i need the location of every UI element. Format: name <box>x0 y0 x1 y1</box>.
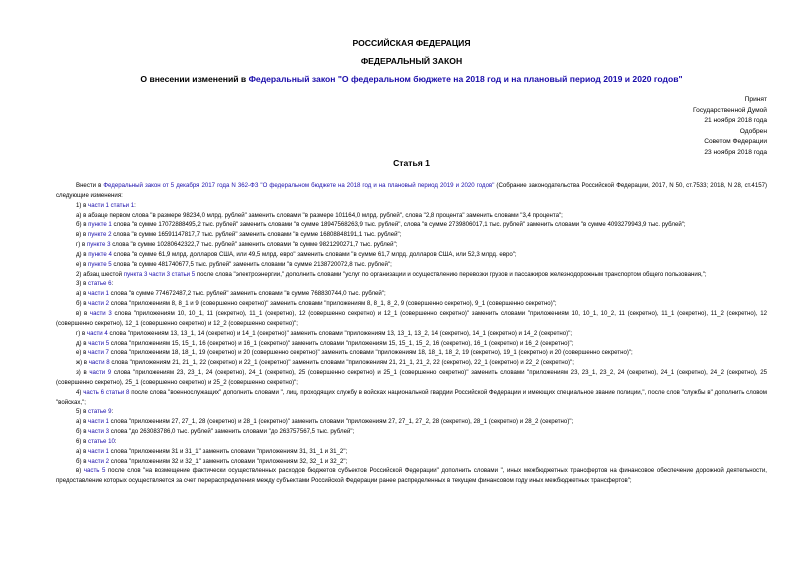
paragraph: б) в части 3 слова "до 263083786,0 тыс. рублей" заменить словами "до 263757567,5 тыс. рублей"; <box>76 428 355 436</box>
ref-link[interactable]: части 2 <box>88 300 110 308</box>
paragraph: д) в пункте 4 слова "в сумме 61,9 млрд. долларов США, или 49,5 млрд. евро" заменить словами "в сумме 61,7 млрд. долларов США, или 52,3 млрд. евро"; <box>76 250 517 258</box>
ref-link[interactable]: часть 6 статьи 8 <box>83 388 130 396</box>
ref-link[interactable]: части 9 <box>89 369 112 377</box>
ref-link[interactable]: части 1 статьи 1 <box>88 201 135 209</box>
ref-link[interactable]: пункте 1 <box>88 221 112 229</box>
adoption-line: 21 ноября 2018 года <box>704 117 767 125</box>
paragraph: в) в части 3 слова "приложениям 10, 10_1, 11 (секретно), 11_1 (секретно), 12 (совершенно секретно) и 12_1 (совершенно секретно)" заменить словами "приложениям 10, 10_1, 10_2, 11 (секретно), 11_1 (секретно), 11_2 (секретно), 12 (совершенно секретно), 12_1 (совершенно секретно) и 12_2 (совершенно секретно)"; <box>56 309 768 327</box>
paragraph: 1) в части 1 статьи 1: <box>76 201 136 209</box>
paragraph: д) в части 5 слова "приложениям 15, 15_1, 16 (секретно) и 16_1 (секретно)" заменить словами "приложениям 15, 15_1, 15_2, 16 (секретно), 16_1 (секретно) и 16_2 (секретно)"; <box>76 339 574 347</box>
paragraph: в) часть 5 после слов "на возмещение фактически осуществленных расходов бюджетов субъектов Российской Федерации" дополнить словами ", иных межбюджетных трансфертов на финансовое обеспечение дорожной деятельности, предоставление которых осуществляется за счет перераспределения между субъектами Российской Федерации ранее распределенных в текущем финансовом году иных межбюджетных трансфертов"; <box>56 467 767 485</box>
adoption-line: Одобрен <box>739 127 767 135</box>
ref-link[interactable]: части 7 <box>88 349 109 357</box>
article-body <box>56 181 767 486</box>
paragraph: а) в части 1 слова "в сумме 774672487,2 тыс. рублей" заменить словами "в сумме 768830744,0 тыс. рублей"; <box>76 290 386 298</box>
paragraph: е) в части 7 слова "приложениям 18, 18_1, 19 (секретно) и 20 (совершенно секретно)" заменить словами "приложениям 18, 18_1, 18_2, 19 (секретно), 19_1 (секретно) и 20 (совершенно секретно)"; <box>76 349 633 357</box>
ref-link[interactable]: пункте 3 <box>86 241 111 249</box>
ref-link[interactable]: части 3 <box>88 428 110 436</box>
article-title: Статья 1 <box>393 158 430 168</box>
paragraph: б) в части 2 слова "приложениям 8, 8_1 и 9 (совершенно секретно)" заменить словами "приложениям 8, 8_1, 8_2, 9 (совершенно секретно), 9_1 (совершенно секретно)"; <box>76 300 557 308</box>
paragraph: а) в части 1 слова "приложениям 31 и 31_1" заменить словами "приложениям 31, 31_1 и 31_2"; <box>76 447 348 455</box>
law-title-link[interactable]: Федеральный закон "О федеральном бюджете на 2018 год и на плановый период 2019 и 2020 годов" <box>248 74 683 84</box>
ref-link[interactable]: пункте 4 <box>88 250 112 258</box>
paragraph: а) в абзаце первом слова "в размере 98234,0 млрд. рублей" заменить словами "в размере 101164,0 млрд. рублей", слова "2,8 процента" заменить словами "3,4 процента"; <box>76 211 563 219</box>
paragraph: з) в части 9 слова "приложениям 23, 23_1, 24 (секретно), 24_1 (секретно), 25 (совершенно секретно) и 25_1 (совершенно секретно)" заменить словами "приложениям 23, 23_1, 23_2, 24 (секретно), 24_1 (секретно), 24_2 (секретно), 25 (совершенно секретно), 25_1 (совершенно секретно) и 25_2 (совершенно секретно)"; <box>56 369 767 386</box>
ref-link[interactable]: статье 6 <box>88 280 112 288</box>
ref-link[interactable]: части 8 <box>88 359 110 367</box>
paragraph: Внести в Федеральный закон от 5 декабря 2017 года N 362-ФЗ "О федеральном бюджете на 2018 год и на плановый период 2019 и 2020 годов" (Собрание законодательства Российской Федерации, 2017, N 50, ст.7533; 2018, N 28, ст.4157) следующие изменения: <box>56 182 768 199</box>
ref-link[interactable]: пункта 3 части 3 статьи 5 <box>123 270 196 278</box>
ref-link[interactable]: части 1 <box>88 418 109 426</box>
paragraph: 4) часть 6 статьи 8 после слова "военнослужащих" дополнить словами ", лиц, проходящих службу в войсках национальной гвардии Российской Федерации и имеющих специальное звание полиции,", после слов "службы в" дополнить словом "войсках,"; <box>56 388 767 406</box>
adoption-line: Государственной Думой <box>693 106 767 114</box>
paragraph: ж) в части 8 слова "приложениям 21, 21_1, 22 (секретно) и 22_1 (секретно)" заменить словами "приложениям 21, 21_1, 21_2, 22 (секретно), 22_1 (секретно) и 22_2 (секретно)"; <box>76 359 574 367</box>
paragraph: г) в части 4 слова "приложениям 13, 13_1, 14 (секретно) и 14_1 (секретно)" заменить словами "приложениям 13, 13_1, 13_2, 14 (секретно), 14_1 (секретно) и 14_2 (секретно)"; <box>76 329 573 337</box>
paragraph: е) в пункте 5 слова "в сумме 481740677,5 тыс. рублей" заменить словами "в сумме 2138720072,8 тыс. рублей"; <box>76 260 392 268</box>
country-heading: РОССИЙСКАЯ ФЕДЕРАЦИЯ <box>352 38 471 48</box>
paragraph: в) в пункте 2 слова "в сумме 16591147817,7 тыс. рублей" заменить словами "в сумме 16808848191,1 тыс. рублей"; <box>76 231 402 239</box>
law-link[interactable]: Федеральный закон от 5 декабря 2017 года N 362-ФЗ "О федеральном бюджете на 2018 год и на плановый период 2019 и 2020 годов" <box>103 182 495 189</box>
ref-link[interactable]: статье 9 <box>88 408 112 416</box>
ref-link[interactable]: части 2 <box>88 457 110 465</box>
law-title-prefix: О внесении изменений в <box>140 74 249 84</box>
ref-link[interactable]: части 4 <box>86 329 108 337</box>
ref-link[interactable]: части 1 <box>88 447 109 455</box>
paragraph: 6) в статье 10: <box>76 437 117 445</box>
paragraph: а) в части 1 слова "приложениям 27, 27_1, 28 (секретно) и 28_1 (секретно)" заменить словами "приложениям 27, 27_1, 27_2, 28 (секретно), 28_1 (секретно) и 28_2 (секретно)"; <box>76 418 574 426</box>
paragraph: 2) абзац шестой пункта 3 части 3 статьи 5 после слова "электроэнергии," дополнить словами "услуг по организации и осуществлению перевозки грузов и пассажиров железнодорожным транспортом общего пользования,"; <box>76 270 707 278</box>
paragraph: 5) в статье 9: <box>76 408 114 416</box>
paragraph: б) в части 2 слова "приложениям 32 и 32_1" заменить словами "приложениям 32, 32_1 и 32_2"; <box>76 457 348 465</box>
adoption-info <box>693 95 767 159</box>
law-type-heading: ФЕДЕРАЛЬНЫЙ ЗАКОН <box>360 56 463 66</box>
adoption-line: Принят <box>744 96 767 103</box>
law-title <box>56 74 767 84</box>
ref-link[interactable]: пункте 2 <box>87 231 112 239</box>
adoption-line: 23 ноября 2018 года <box>704 148 767 156</box>
ref-link[interactable]: пункте 5 <box>88 260 112 268</box>
adoption-line: Советом Федерации <box>704 138 767 146</box>
paragraph: г) в пункте 3 слова "в сумме 10280642322,7 тыс. рублей" заменить словами "в сумме 9821290271,7 тыс. рублей"; <box>76 241 398 249</box>
ref-link[interactable]: части 1 <box>88 290 109 298</box>
paragraph: 3) в статье 6: <box>76 280 114 288</box>
ref-link[interactable]: части 5 <box>88 339 110 347</box>
ref-link[interactable]: часть 5 <box>83 467 106 475</box>
ref-link[interactable]: части 3 <box>89 309 112 317</box>
ref-link[interactable]: статье 10 <box>88 437 115 445</box>
paragraph: б) в пункте 1 слова "в сумме 17072888495,2 тыс. рублей" заменить словами "в сумме 18947568263,9 тыс. рублей", слова "в сумме 2739806017,1 тыс. рублей" заменить словами "в сумме 4093279943,9 тыс. рублей"; <box>76 221 686 229</box>
